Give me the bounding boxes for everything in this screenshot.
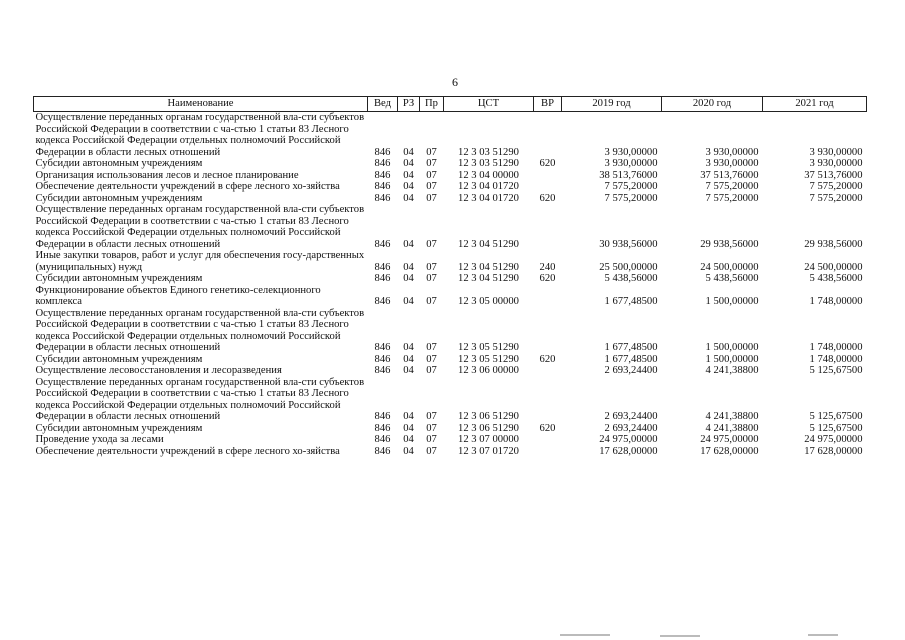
row-2020: 24 975,00000 — [700, 434, 759, 445]
row-vr — [534, 181, 562, 193]
row-2019: 17 628,00000 — [599, 445, 658, 457]
row-name: Осуществление переданных органам государственной вла-сти субъектов Российской Федерации в соответствии с ча-стью 1 статьи 83 Лесного кодекса Российской Федерации отдельных полномочий Российской Федерации в области лесных отношений — [35, 376, 365, 422]
row-name: Осуществление переданных органам государственной вла-сти субъектов Российской Федерации в соответствии с ча-стью 1 статьи 83 Лесного кодекса Российской Федерации отдельных полномочий Российской Федерации в области лесных отношений — [35, 204, 365, 250]
row-pr: 07 — [426, 146, 437, 158]
row-cst: 12 3 05 00000 — [458, 296, 519, 307]
table-row — [34, 273, 867, 285]
row-name: Субсидии автономным учреждениям — [35, 158, 203, 169]
table-row — [34, 112, 867, 159]
column-header-2019: 2019 год — [562, 97, 662, 112]
row-pr: 07 — [426, 353, 437, 365]
row-rz: 04 — [403, 342, 414, 353]
row-2021: 7 575,20000 — [809, 181, 863, 192]
row-cst: 12 3 04 51290 — [458, 273, 519, 284]
row-name: Субсидии автономным учреждениям — [35, 353, 203, 365]
scan-artifact — [660, 635, 700, 637]
row-pr: 07 — [426, 158, 437, 169]
row-2019: 3 930,00000 — [604, 146, 658, 158]
row-cst: 12 3 06 00000 — [458, 365, 519, 376]
row-2020: 4 241,38800 — [705, 365, 759, 376]
row-cst: 12 3 04 01720 — [458, 192, 519, 204]
column-header-2021: 2021 год — [763, 97, 867, 112]
row-2020: 1 500,00000 — [705, 342, 759, 353]
column-header-rz: РЗ — [398, 97, 420, 112]
row-vr — [534, 204, 562, 250]
row-pr: 07 — [426, 365, 437, 376]
row-ved: 846 — [374, 273, 391, 284]
table-row — [34, 170, 867, 182]
row-ved: 846 — [374, 146, 391, 158]
row-rz: 04 — [403, 158, 414, 169]
row-2019: 1 677,48500 — [604, 353, 658, 365]
scan-artifact — [560, 634, 610, 636]
row-name: Осуществление переданных органам государственной вла-сти субъектов Российской Федерации в соответствии с ча-стью 1 статьи 83 Лесного кодекса Российской Федерации отдельных полномочий Российской Федерации в области лесных отношений — [35, 112, 365, 158]
row-2019: 5 438,56000 — [604, 273, 658, 284]
table-body — [34, 112, 867, 458]
row-2020: 7 575,20000 — [705, 192, 759, 204]
row-pr: 07 — [426, 434, 437, 445]
row-2021: 17 628,00000 — [804, 445, 863, 457]
row-name: Функционирование объектов Единого генетико-селекционного комплекса — [35, 284, 321, 307]
row-cst: 12 3 05 51290 — [458, 353, 519, 365]
row-rz: 04 — [403, 146, 414, 158]
row-ved: 846 — [374, 445, 391, 457]
row-pr: 07 — [426, 192, 437, 204]
row-2020: 24 500,00000 — [700, 261, 759, 273]
row-2019: 2 693,24400 — [604, 422, 658, 434]
row-ved: 846 — [374, 261, 391, 273]
row-vr — [534, 434, 562, 446]
table-row — [34, 285, 867, 308]
row-pr: 07 — [426, 169, 437, 181]
row-2019: 2 693,24400 — [604, 411, 658, 422]
row-cst: 12 3 04 00000 — [458, 169, 519, 181]
row-2021: 5 125,67500 — [809, 365, 863, 376]
row-cst: 12 3 06 51290 — [458, 422, 519, 434]
row-pr: 07 — [426, 273, 437, 284]
row-rz: 04 — [403, 445, 414, 457]
table-row — [34, 158, 867, 170]
row-ved: 846 — [374, 238, 391, 250]
row-name: Субсидии автономным учреждениям — [35, 273, 203, 284]
row-ved: 846 — [374, 181, 391, 192]
table-row — [34, 193, 867, 205]
row-2021: 1 748,00000 — [809, 296, 863, 307]
row-2020: 7 575,20000 — [705, 181, 759, 192]
row-2021: 24 975,00000 — [804, 434, 863, 445]
row-pr: 07 — [426, 422, 437, 434]
row-2020: 3 930,00000 — [705, 158, 759, 169]
row-rz: 04 — [403, 411, 414, 422]
row-name: Проведение ухода за лесами — [35, 434, 164, 445]
column-header-ved: Вед — [368, 97, 398, 112]
row-2020: 1 500,00000 — [705, 353, 759, 365]
row-vr: 240 — [539, 261, 556, 273]
row-cst: 12 3 06 51290 — [458, 411, 519, 422]
row-2019: 24 975,00000 — [599, 434, 658, 445]
table-row — [34, 446, 867, 458]
row-2021: 5 438,56000 — [809, 273, 863, 284]
row-rz: 04 — [403, 296, 414, 307]
row-2021: 3 930,00000 — [809, 158, 863, 169]
row-ved: 846 — [374, 158, 391, 169]
row-rz: 04 — [403, 261, 414, 273]
row-rz: 04 — [403, 169, 414, 181]
table-row — [34, 181, 867, 193]
row-ved: 846 — [374, 411, 391, 422]
row-vr — [534, 308, 562, 354]
row-rz: 04 — [403, 422, 414, 434]
row-cst: 12 3 07 00000 — [458, 434, 519, 445]
row-pr: 07 — [426, 411, 437, 422]
table-row — [34, 250, 867, 273]
table-row — [34, 365, 867, 377]
row-ved: 846 — [374, 169, 391, 181]
row-2020: 3 930,00000 — [705, 146, 759, 158]
row-2020: 17 628,00000 — [700, 445, 759, 457]
row-vr — [534, 377, 562, 423]
row-cst: 12 3 03 51290 — [458, 146, 519, 158]
column-header-name: Наименование — [34, 97, 368, 112]
row-ved: 846 — [374, 434, 391, 445]
row-pr: 07 — [426, 296, 437, 307]
row-cst: 12 3 04 51290 — [458, 238, 519, 250]
row-2020: 5 438,56000 — [705, 273, 759, 284]
row-ved: 846 — [374, 353, 391, 365]
row-2019: 7 575,20000 — [604, 181, 658, 192]
row-2021: 29 938,56000 — [804, 238, 863, 250]
row-vr — [534, 170, 562, 182]
row-name: Обеспечение деятельности учреждений в сфере лесного хо-зяйства — [35, 445, 340, 457]
column-header-2020: 2020 год — [662, 97, 763, 112]
row-2020: 29 938,56000 — [700, 238, 759, 250]
row-pr: 07 — [426, 261, 437, 273]
row-cst: 12 3 03 51290 — [458, 158, 519, 169]
row-cst: 12 3 07 01720 — [458, 445, 519, 457]
row-2020: 1 500,00000 — [705, 296, 759, 307]
column-header-cst: ЦСТ — [444, 97, 534, 112]
column-header-vr: ВР — [534, 97, 562, 112]
row-vr — [534, 285, 562, 308]
row-cst: 12 3 04 51290 — [458, 261, 519, 273]
row-pr: 07 — [426, 181, 437, 192]
table-row — [34, 377, 867, 423]
row-vr — [534, 365, 562, 377]
row-ved: 846 — [374, 422, 391, 434]
row-vr: 620 — [539, 353, 556, 365]
row-ved: 846 — [374, 342, 391, 353]
row-ved: 846 — [374, 296, 391, 307]
row-vr: 620 — [539, 158, 556, 169]
column-header-pr: Пр — [420, 97, 444, 112]
row-2021: 3 930,00000 — [809, 146, 863, 158]
row-rz: 04 — [403, 192, 414, 204]
row-name: Обеспечение деятельности учреждений в сфере лесного хо-зяйства — [35, 181, 340, 192]
row-rz: 04 — [403, 365, 414, 376]
row-name: Осуществление лесовосстановления и лесоразведения — [35, 365, 282, 376]
row-2021: 37 513,76000 — [804, 169, 863, 181]
row-name: Осуществление переданных органам государственной вла-сти субъектов Российской Федерации в соответствии с ча-стью 1 статьи 83 Лесного кодекса Российской Федерации отдельных полномочий Российской Федерации в области лесных отношений — [35, 307, 365, 353]
row-name: Субсидии автономным учреждениям — [35, 422, 203, 434]
row-2020: 37 513,76000 — [700, 169, 759, 181]
row-rz: 04 — [403, 273, 414, 284]
row-2019: 2 693,24400 — [604, 365, 658, 376]
row-pr: 07 — [426, 445, 437, 457]
row-2019: 25 500,00000 — [599, 261, 658, 273]
row-rz: 04 — [403, 353, 414, 365]
row-2021: 5 125,67500 — [809, 422, 863, 434]
row-2019: 1 677,48500 — [604, 342, 658, 353]
row-rz: 04 — [403, 434, 414, 445]
row-2021: 5 125,67500 — [809, 411, 863, 422]
row-vr: 620 — [539, 422, 556, 434]
row-2021: 1 748,00000 — [809, 353, 863, 365]
row-2021: 1 748,00000 — [809, 342, 863, 353]
budget-table — [33, 96, 867, 457]
row-2021: 7 575,20000 — [809, 192, 863, 204]
row-name: Организация использования лесов и лесное планирование — [35, 169, 299, 181]
row-2019: 1 677,48500 — [604, 296, 658, 307]
row-cst: 12 3 05 51290 — [458, 342, 519, 353]
row-2019: 7 575,20000 — [604, 192, 658, 204]
page-number: 6 — [452, 75, 458, 89]
row-pr: 07 — [426, 238, 437, 250]
row-name: Иные закупки товаров, работ и услуг для обеспечения госу-дарственных (муниципальных) нужд — [35, 250, 365, 273]
row-2020: 4 241,38800 — [705, 422, 759, 434]
table-header-row — [34, 97, 867, 112]
row-rz: 04 — [403, 181, 414, 192]
row-2019: 3 930,00000 — [604, 158, 658, 169]
table-row — [34, 423, 867, 435]
row-2019: 38 513,76000 — [599, 169, 658, 181]
row-vr — [534, 112, 562, 159]
row-ved: 846 — [374, 192, 391, 204]
row-vr: 620 — [539, 192, 556, 204]
row-2019: 30 938,56000 — [599, 238, 658, 250]
table-row — [34, 434, 867, 446]
row-name: Субсидии автономным учреждениям — [35, 192, 203, 204]
row-2021: 24 500,00000 — [804, 261, 863, 273]
row-vr: 620 — [539, 273, 556, 284]
scan-artifact — [808, 634, 838, 636]
table-row — [34, 354, 867, 366]
table-row — [34, 308, 867, 354]
table-row — [34, 204, 867, 250]
row-2020: 4 241,38800 — [705, 411, 759, 422]
row-vr — [534, 446, 562, 458]
row-ved: 846 — [374, 365, 391, 376]
row-pr: 07 — [426, 342, 437, 353]
row-rz: 04 — [403, 238, 414, 250]
row-cst: 12 3 04 01720 — [458, 181, 519, 192]
